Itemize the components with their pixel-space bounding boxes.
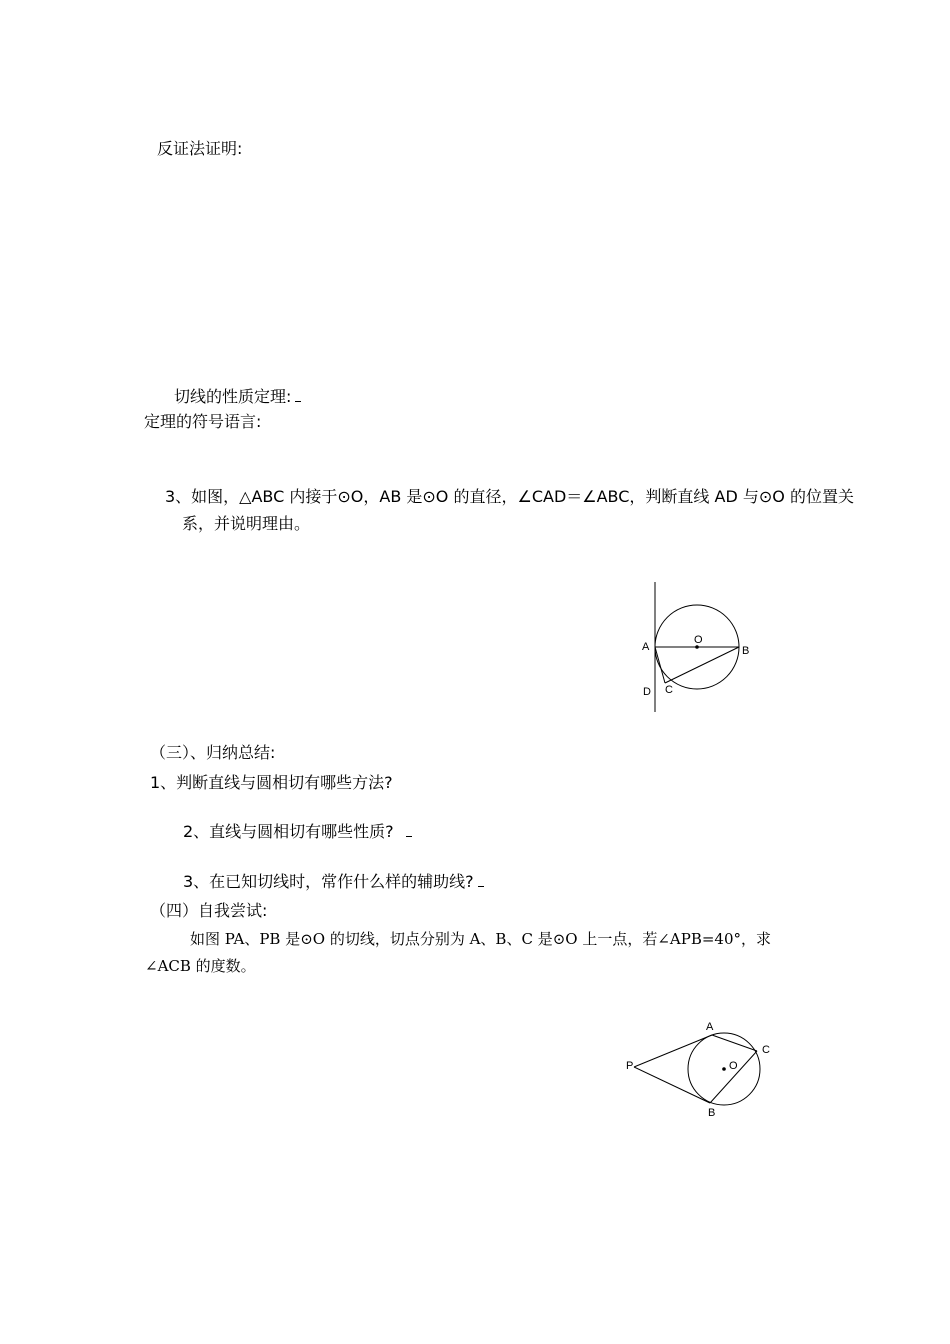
center-point-o — [722, 1067, 726, 1071]
label-c: C — [762, 1044, 770, 1056]
summary-item-1: 1、判断直线与圆相切有哪些方法? — [150, 773, 393, 792]
label-a: A — [706, 1021, 714, 1033]
label-o: O — [729, 1060, 738, 1072]
summary-item-3: 3、在已知切线时，常作什么样的辅助线? — [183, 872, 474, 891]
segment-ac — [712, 1035, 757, 1051]
label-p: P — [626, 1060, 634, 1072]
section-4-title: （四）自我尝试: — [150, 901, 268, 920]
tangent-pb — [634, 1067, 710, 1103]
proof-heading: 反证法证明: — [157, 139, 243, 158]
symbolic-language-label: 定理的符号语言: — [144, 412, 262, 431]
problem-line1: 如图 PA、PB 是⊙O 的切线，切点分别为 A、B、C 是⊙O 上一点，若∠APB=40°，求 — [190, 930, 772, 948]
label-b: B — [742, 645, 750, 657]
tangent-pa — [634, 1035, 712, 1067]
question-3-line1: 3、如图，△ABC 内接于⊙O，AB 是⊙O 的直径，∠CAD＝∠ABC，判断直线 AD 与⊙O 的位置关 — [165, 487, 854, 506]
question-3-line2: 系，并说明理由。 — [182, 514, 311, 533]
label-b: B — [708, 1107, 716, 1119]
tangent-property-text: 切线的性质定理: — [174, 387, 292, 406]
label-c: C — [665, 684, 673, 696]
summary-item-2: 2、直线与圆相切有哪些性质? — [183, 822, 394, 841]
section-3-title: （三）、归纳总结: — [150, 743, 276, 762]
label-o: O — [694, 634, 703, 646]
label-a: A — [642, 641, 650, 653]
problem-line2: ∠ACB 的度数。 — [145, 957, 256, 975]
segment-bc — [710, 1051, 757, 1103]
label-d: D — [643, 686, 651, 698]
